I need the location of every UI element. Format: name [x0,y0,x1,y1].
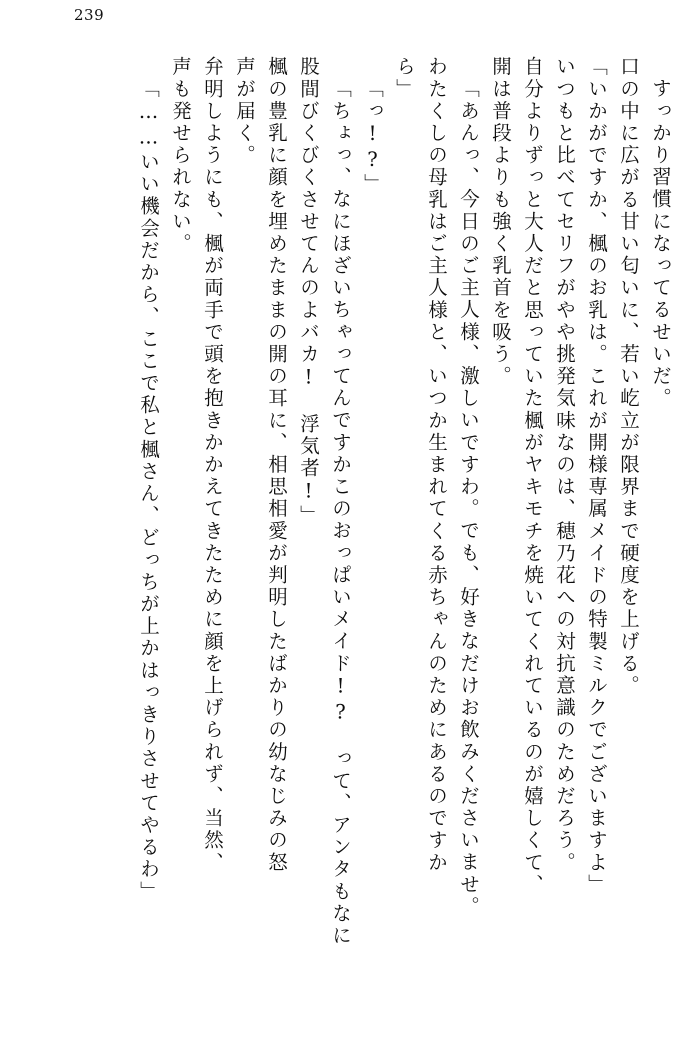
text-line: ら」 [393,56,416,101]
text-line: 「いかがですか、楓のお乳は。これが開様専属メイドの特製ミルクでございますよ」 [585,56,608,896]
text-line: 楓の豊乳に顔を埋めたままの開の耳に、相思相愛が判明したばかりの幼なじみの怒 [265,56,288,874]
page-number: 239 [74,6,105,24]
text-line: すっかり習慣になってるせいだ。 [649,78,672,410]
text-line: 開は普段よりも強く乳首を吸う。 [489,56,512,388]
text-line: わたくしの母乳はご主人様と、いつか生まれてくる赤ちゃんのためにあるのですか [425,56,448,874]
text-line: 「ちょっ、なにほざいちゃってんですかこのおっぱいメイド!? って、アンタもなに [329,78,352,947]
text-line: 「……いい機会だから、ここで私と楓さん、どっちが上かはっきりさせてやるわ」 [137,78,160,903]
vertical-text-body [22,56,670,986]
text-line: 自分よりずっと大人だと思っていた楓がヤキモチを焼いてくれているのが嬉しくて、 [521,56,544,896]
text-line: いつもと比べてセリフがやや挑発気味なのは、穂乃花への対抗意識のためだろう。 [553,56,576,874]
text-line: 弁明しようにも、楓が両手で頭を抱きかかえてきたために顔を上げられず、当然、 [201,56,224,874]
text-line: 「あんっ、今日のご主人様、激しいですわ。でも、好きなだけお飲みくださいませ。 [457,78,480,918]
text-line: 「っ!?」 [361,78,384,196]
text-line: 股間びくびくさせてんのよバカ! 浮気者!」 [297,56,320,528]
text-line: 声が届く。 [233,56,256,167]
text-line: 口の中に広がる甘い匂いに、若い屹立が限界まで硬度を上げる。 [617,56,640,697]
text-line: 声も発せられない。 [169,56,192,255]
